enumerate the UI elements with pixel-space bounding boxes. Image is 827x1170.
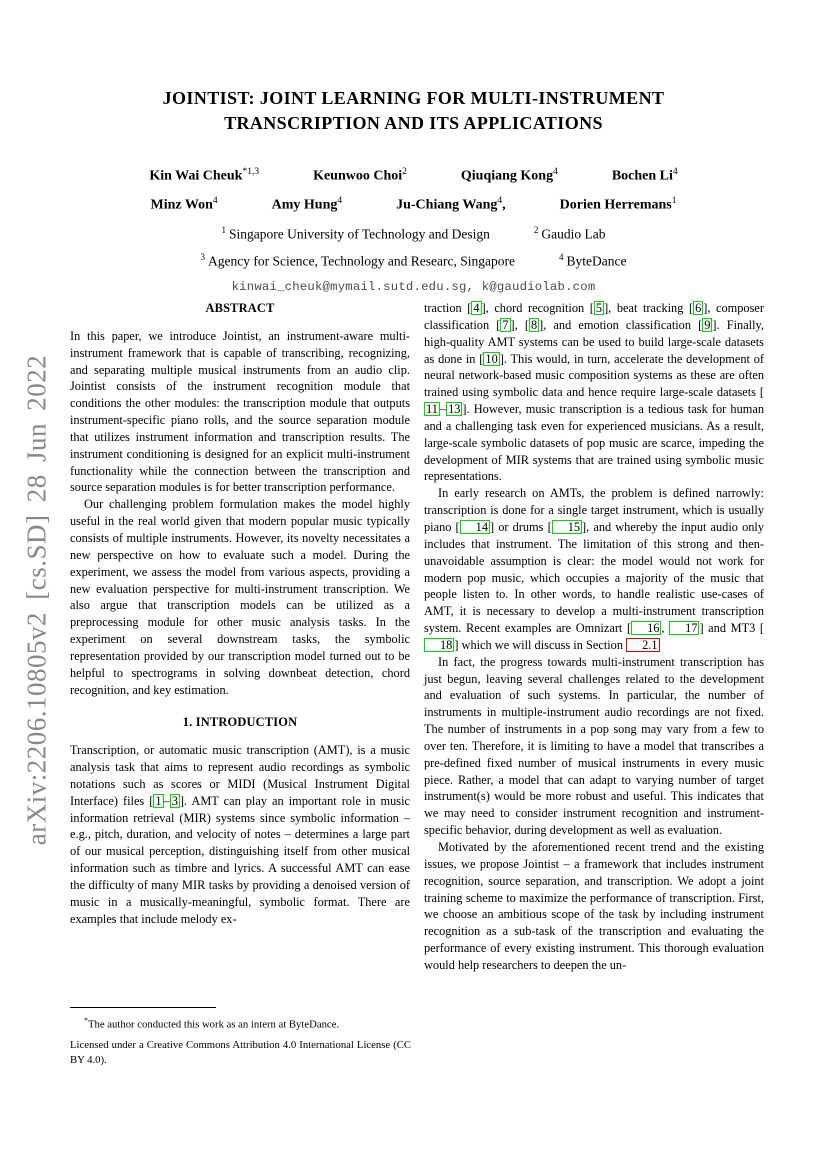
citation-link[interactable]: 10 (485, 351, 498, 366)
affiliation-name: ByteDance (566, 253, 627, 269)
authors-row-2 (0, 189, 827, 218)
author-affil-marker: 1 (671, 195, 677, 206)
author (461, 160, 558, 189)
affiliation-marker: 2 (533, 225, 539, 236)
abstract-paragraph-2: Our challenging problem formulation makes the model highly useful in the real world given that modern popular music typically consists of multiple instruments. However, its novelty necessitates a new perspective on how to evaluate such a model. During the experiment, we assess the model from various aspects, providing a new evaluation perspective for multi-instrument transcription. We also argue that transcription models can be utilized as a preprocessing module for other music analysis tasks. In the experiment on several downstream tasks, the symbolic representation provided by our transcription model turned out to be helpful to spectrograms in solving downbeat detection, chord recognition, and key estimation. (70, 497, 410, 697)
author-name: Dorien Herremans (559, 197, 672, 213)
body-paragraph-3: In fact, the progress towards multi-instrument transcription has just begun, leaving several challenges related to the development and evaluation of such systems. In particular, the number of instruments in multiple-instrument audio recordings are not fixed. The number of instruments in a pop song may vary from a few to over ten. Therefore, it is limiting to have a model that transcribes a pre-defined fixed number of musical instruments in every music piece. Rather, a model that can adapt to varying number of target instrument(s) would be more robust and useful. This indicates that we may need to consider instrument recognition and instrument-specific behavior, during development as well as evaluation. (424, 654, 764, 838)
author-name: Kin Wai Cheuk (149, 168, 243, 184)
authors-row-1 (0, 160, 827, 189)
citation-link[interactable]: 14 (460, 520, 490, 534)
citation-link[interactable]: 13 (448, 402, 461, 417)
author (149, 160, 259, 189)
affiliation-marker: 1 (221, 225, 226, 236)
author (396, 189, 506, 218)
introduction-paragraph-1: Transcription, or automatic music transcription (AMT), is a music analysis task that aims to represent audio recordings as symbolic notations such as scores or MIDI (Musical Instrument Digital Interface) files [ 1 – 3 ]. AMT can play an important role in music information retrieval (MIR) systems since symbolic information – e.g., pitch, duration, and velocity of notes – determines a large part of our musical perception, distinguishing itself from other musical information such as timbre and lyrics. A successful AMT can ease the difficulty of many MIR tasks by providing a denoised version of music in a musically-meaningful, symbolic format. There are examples that include melody ex- (70, 743, 411, 926)
citation-link[interactable]: 3 (171, 793, 178, 808)
affiliation-name: Singapore University of Technology and Design (229, 226, 490, 242)
affiliation (534, 219, 606, 246)
citation-link[interactable]: 8 (530, 317, 538, 332)
affiliation-marker: 3 (200, 251, 206, 262)
paper-title-line2: TRANSCRIPTION AND ITS APPLICATIONS (224, 113, 603, 133)
body-paragraph-4: Motivated by the aforementioned recent trend and the existing issues, we propose Jointist – a framework that includes instrument recognition, source separation, and transcription. We adopt a joint training scheme to maximize the performance of transcription. First, we choose an ambitious scope of the task by including instrument recognition as a sub-task of the transcription and evaluating the performance of every existing instrument. This thorough evaluation would help researchers to deepen the un- (424, 840, 764, 972)
citation-link[interactable]: 5 (595, 301, 603, 315)
authors-block (0, 160, 827, 217)
citation-link[interactable]: 17 (669, 621, 699, 635)
affiliation-name: Agency for Science, Technology and Researc, Singapore (208, 253, 515, 269)
affiliations-row-1 (0, 219, 827, 246)
body-paragraph-1: traction [ 4 ], chord recognition [ 5 ], beat tracking [ 6 ], composer classification [ 7 ], [ 8 ], and emotion classification [ 9 ]. Finally, high-quality AMT systems can be used to build large-scale datasets as done in [ 10 ]. This would, in turn, accelerate the development of neural network-based music composition systems as these are often trained using symbolic data and hence require large-scale datasets [11 – 13 ]. However, music transcription is a tedious task for human and a challenging task even for experienced musicians. As a result, large-scale symbolic datasets of pop music are scarce, impeding the development of MIR systems that are trained using symbolic music representations. (424, 301, 765, 484)
author-affil-marker: 2 (402, 167, 407, 177)
citation-link[interactable]: 1 (155, 793, 162, 808)
author (151, 189, 218, 218)
right-column (424, 300, 764, 974)
author (272, 189, 342, 218)
affiliation (222, 219, 490, 246)
author (612, 160, 678, 189)
author-affil-marker: 4 (553, 167, 558, 177)
author-name: Minz Won (150, 197, 213, 213)
affiliation-marker: 4 (558, 251, 564, 262)
footnote-note-text: The author conducted this work as an intern at ByteDance. (88, 1018, 340, 1031)
body-paragraph-2: In early research on AMTs, the problem is defined narrowly: transcription is done for a single target instrument, which is usually piano [ 14 ] or drums [ 15 ], and whereby the input audio only includes that instrument. The limitation of this strong and then-unavoidable assumption is clear: the model would not work for modern pop music, which occupies a majority of the music that people listen to. In other words, to handle realistic use-cases of AMT, it is necessary to develop a multi-instrument transcription system. Recent examples are Omnizart [ 16 , 17 ] and MT3 [18 ] which we will discuss in Section 2.1 (424, 486, 765, 652)
citation-link[interactable]: 11 (426, 402, 438, 417)
citation-link[interactable]: 4 (473, 301, 480, 315)
paper-title-line1: JOINTIST: JOINT LEARNING FOR MULTI-INSTRUMENT (162, 88, 665, 108)
author (560, 189, 677, 218)
paper-header (0, 0, 827, 294)
arxiv-watermark: arXiv:2206.10805v2 [cs.SD] 28 Jun 2022 (21, 354, 52, 846)
affiliations-row-2 (0, 246, 827, 273)
affiliation-name: Gaudio Lab (541, 226, 606, 242)
author (313, 160, 407, 189)
author-suffix: , (502, 197, 506, 213)
footnote-license: Licensed under a Creative Commons Attribution 4.0 International License (CC BY 4.0). (70, 1039, 411, 1066)
footnote-intern-note (70, 1014, 411, 1032)
citation-link[interactable]: 9 (704, 317, 711, 332)
author-affil-marker: 4 (672, 167, 678, 177)
introduction-heading: 1. INTRODUCTION (182, 715, 298, 730)
affiliation (201, 246, 515, 273)
author-affil-marker: *1,3 (242, 167, 260, 177)
author-affil-marker: 4 (497, 195, 503, 206)
citation-link[interactable]: 18 (424, 638, 454, 652)
author-emails: kinwai_cheuk@mymail.sutd.edu.sg, k@gaudiolab.com (231, 280, 596, 295)
citation-link[interactable]: 6 (695, 301, 702, 315)
left-column (70, 300, 410, 928)
footnote-marker: * (84, 1016, 88, 1025)
footnote-rule (70, 1007, 216, 1008)
author-name: Ju-Chiang Wang (396, 197, 498, 213)
citation-link[interactable]: 7 (502, 317, 509, 332)
citation-link[interactable]: 15 (552, 520, 582, 534)
section-ref-link[interactable]: 2.1 (626, 638, 659, 652)
affiliations-block (0, 219, 827, 272)
author-affil-marker: 4 (212, 195, 218, 206)
abstract-heading: ABSTRACT (205, 301, 275, 315)
author-name: Amy Hung (271, 197, 338, 213)
abstract-paragraph-1: In this paper, we introduce Jointist, an instrument-aware multi-instrument framework that is capable of transcribing, recognizing, and separating multiple musical instruments from an audio clip. Jointist consists of the instrument recognition module that conditions the other modules: the transcription module that outputs instrument-specific piano rolls, and the source separation module that utilizes instrument information and transcription results. The instrument conditioning is designed for an explicit multi-instrument functionality while the connection between the transcription and source separation modules is for better transcription performance. (70, 328, 410, 495)
author-name: Bochen Li (611, 168, 673, 184)
paper-title (0, 86, 827, 136)
affiliation (559, 246, 626, 273)
citation-link[interactable]: 16 (631, 621, 661, 635)
author-name: Keunwoo Choi (313, 168, 403, 184)
author-affil-marker: 4 (337, 195, 343, 206)
author-name: Qiuqiang Kong (460, 168, 554, 184)
footnote-block (70, 1007, 411, 1067)
